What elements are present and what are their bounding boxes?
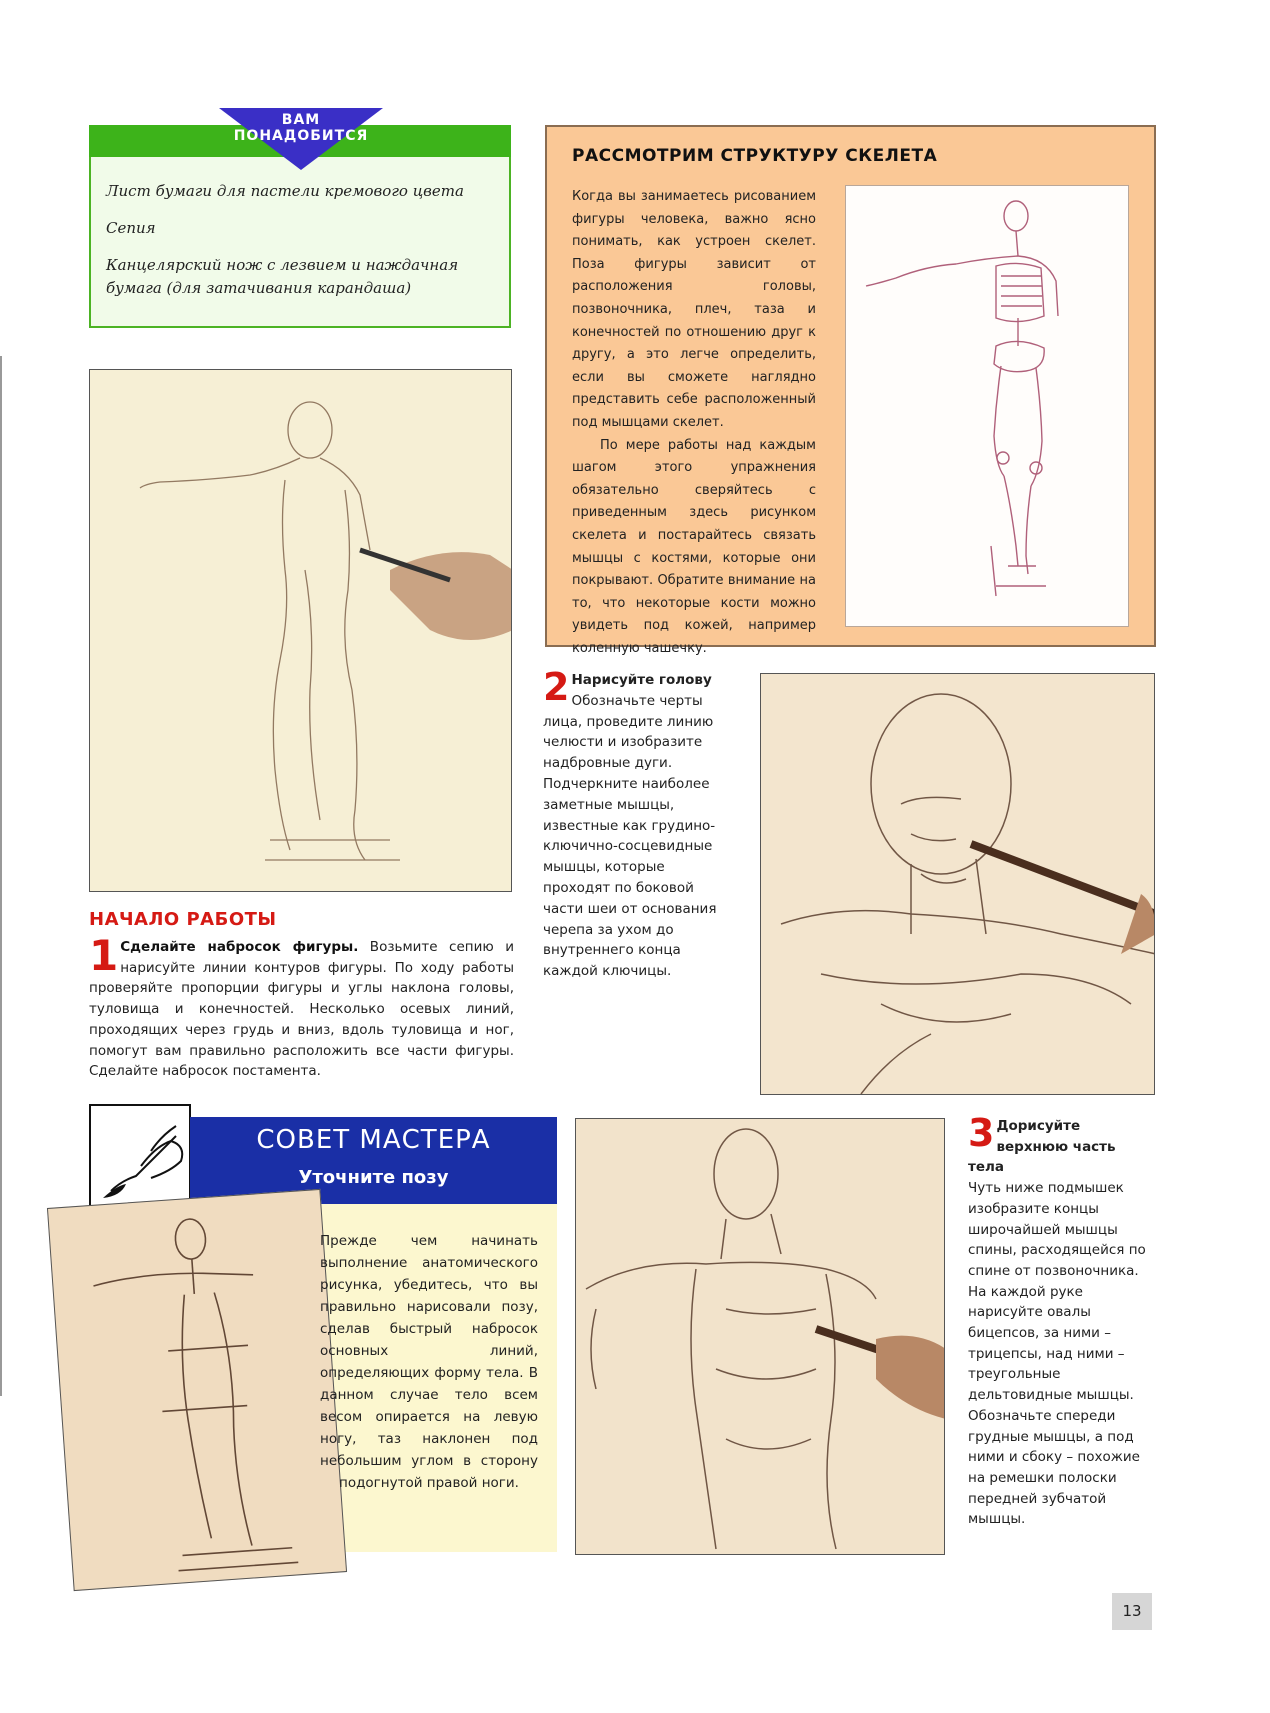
materials-item: Лист бумаги для пастели кремового цвета [106, 182, 464, 200]
step-title: Сделайте набросок фигуры. [120, 939, 359, 955]
page-number: 13 [1112, 1593, 1152, 1630]
step-text: Возьмите сепию и нарисуйте линии контуров фигуры. По ходу работы проверяйте пропорции фигуры и углы наклона головы, туловища и конечностей. Несколько осевых линий, проходящих через грудь и вниз, вдоль туловища и ног, помогут вам правильно расположить все части фигуры. Сделайте набросок постамента. [89, 939, 514, 1080]
section-heading: НАЧАЛО РАБОТЫ [89, 909, 277, 930]
materials-title: ВАМ ПОНАДОБИТСЯ [233, 112, 369, 144]
step-number: 3 [968, 1111, 995, 1155]
step-number: 1 [89, 931, 119, 980]
skeleton-drawing [845, 185, 1129, 627]
brush-hand-icon [89, 1104, 191, 1208]
skeleton-paragraph: По мере работы над каждым шагом этого упражнения обязательно сверяйтесь с приведенным здесь рисунком скелета и постарайтесь связать мышцы с костями, которые они покрывают. Обратите внимание на то, что некоторые кости можно увидеть под кожей, например коленную чашечку. [572, 437, 816, 656]
figure-sketch-photo [89, 369, 512, 892]
tip-text [320, 1230, 538, 1494]
upper-body-sketch-photo [575, 1118, 945, 1555]
materials-list [106, 180, 506, 314]
step-text: Чуть ниже подмышек изобразите концы широчайшей мышцы спины, расходящейся по спине от позвоночника. На каждой руке нарисуйте овалы бицепсов, за ними – трицепсы, над ними – треугольные дельтовидные мышцы. Обозначьте спереди грудные мышцы, а под ними и сбоку – похожие на ремешки полоски передней зубчатой мышцы. [968, 1180, 1146, 1528]
tip-paragraph: Прежде чем начинать выполнение анатомического рисунка, убедитесь, что вы правильно нарисовали позу, сделав быстрый набросок основных линий, определяющих форму тела. В данном случае тело всем весом опирается на левую ногу, таз наклонен под небольшим углом в сторону подогнутой правой ноги. [320, 1233, 538, 1491]
skeleton-title: РАССМОТРИМ СТРУКТУРУ СКЕЛЕТА [572, 146, 938, 166]
tip-title: СОВЕТ МАСТЕРА [256, 1125, 491, 1155]
step-1 [89, 931, 514, 1082]
tip-subtitle: Уточните позу [298, 1167, 449, 1188]
pose-sketch-photo [47, 1189, 347, 1591]
skeleton-paragraph: Когда вы занимаетесь рисованием фигуры человека, важно ясно понимать, как устроен скелет. Поза фигуры зависит от расположения головы, позвоночника, плеч, таза и конечностей по отношению друг к другу, а это легче определить, если вы сможете наглядно представить себе расположенный под мышцами скелет. [572, 189, 816, 430]
page-edge-rule [0, 356, 2, 1396]
step-number: 2 [543, 665, 570, 709]
step-text: Обозначьте черты лица, проведите линию челюсти и изобразите надбровные дуги. Подчеркните наиболее заметные мышцы, известные как грудино-ключично-сосцевидные мышцы, которые проходят по боковой части шеи от основания черепа за ухом до внутреннего конца каждой ключицы. [543, 692, 717, 980]
step-title: Дорисуйте верхнюю часть тела [968, 1118, 1116, 1176]
step-3 [968, 1111, 1153, 1530]
head-sketch-photo [760, 673, 1155, 1095]
skeleton-text [572, 186, 816, 660]
step-2 [543, 665, 718, 982]
materials-item: Сепия [106, 219, 156, 237]
step-title: Нарисуйте голову [571, 672, 712, 688]
materials-item: Канцелярский нож с лезвием и наждачная бумага (для затачивания карандаша) [106, 256, 459, 297]
